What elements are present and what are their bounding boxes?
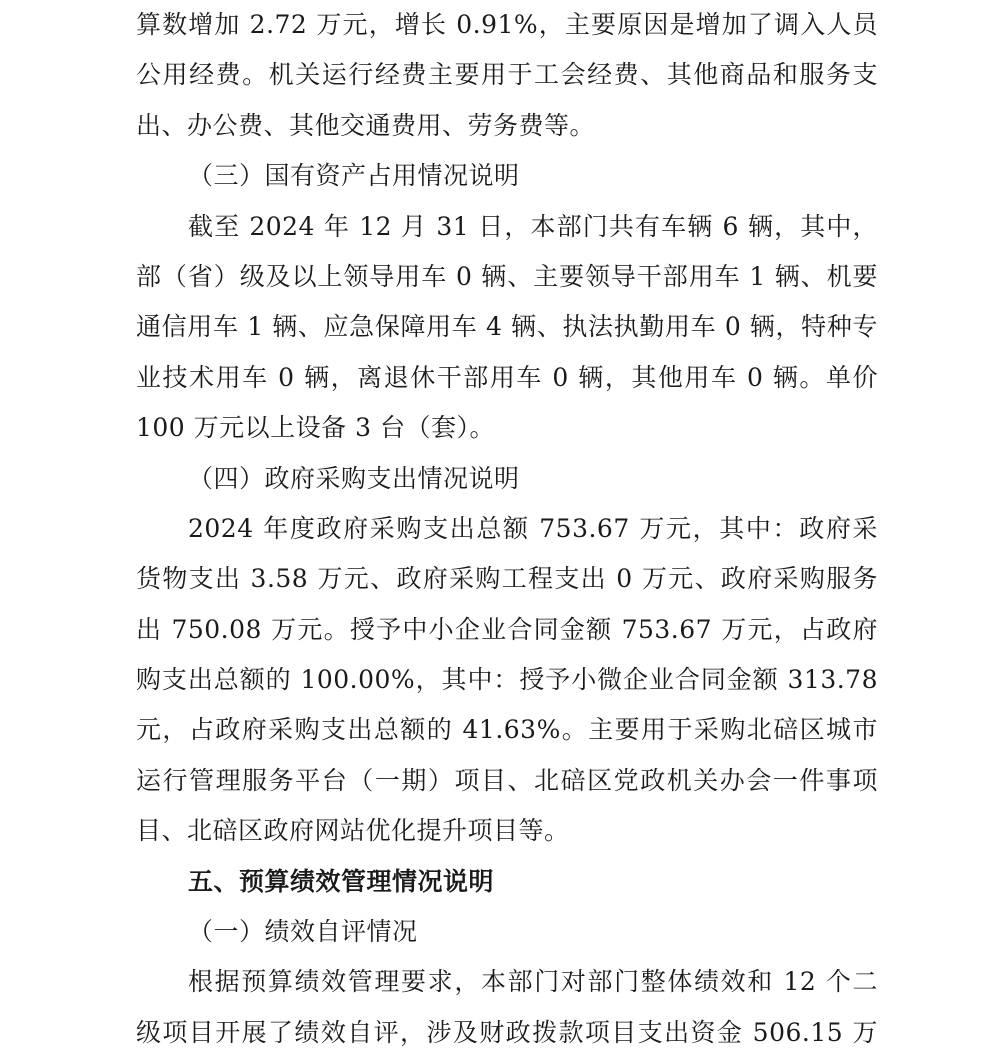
text-line: 通信用车 1 辆、应急保障用车 4 辆、执法执勤用车 0 辆，特种专 [136,312,878,342]
text-line: 级项目开展了绩效自评，涉及财政拨款项目支出资金 506.15 万 [136,1017,878,1047]
subheading-government-procurement [136,454,878,504]
subheading-self-evaluation [136,907,878,957]
text-line: 目、北碚区政府网站优化提升项目等。 [136,816,570,846]
text-line: 出、办公费、其他交通费用、劳务费等。 [136,110,596,140]
text-line: 公用经费。机关运行经费主要用于工会经费、其他商品和服务支 [136,60,878,90]
section-heading: 五、预算绩效管理情况说明 [188,866,495,896]
text-line: 运行管理服务平台（一期）项目、北碚区党政机关办会一件事项 [136,765,878,795]
paragraph-vehicles [136,202,878,454]
text-line: 出 750.08 万元。授予中小企业合同金额 753.67 万元，占政府 [136,614,878,644]
section-subheading: （一）绩效自评情况 [188,917,418,947]
text-line: 算数增加 2.72 万元，增长 0.91%，主要原因是增加了调入人员 [136,10,878,39]
text-line: 元，占政府采购支出总额的 41.63%。主要用于采购北碚区城市 [136,715,878,745]
section-subheading: （四）政府采购支出情况说明 [188,463,520,493]
text-line: 部（省）级及以上领导用车 0 辆、主要领导干部用车 1 辆、机要 [136,261,878,291]
paragraph-operating-expenses [136,0,878,151]
text-line: 业技术用车 0 辆，离退休干部用车 0 辆，其他用车 0 辆。单价 [136,362,878,392]
text-line: 购支出总额的 100.00%，其中：授予小微企业合同金额 313.78 [136,665,878,695]
heading-performance-management [136,857,878,907]
text-line: 根据预算绩效管理要求，本部门对部门整体绩效和 12 个二 [188,967,878,997]
text-line: 100 万元以上设备 3 台（套）。 [136,413,495,443]
paragraph-self-evaluation [136,957,878,1058]
section-subheading: （三）国有资产占用情况说明 [188,161,520,191]
document-page [136,0,878,1058]
text-line: 货物支出 3.58 万元、政府采购工程支出 0 万元、政府采购服务 [136,564,878,594]
text-line: 2024 年度政府采购支出总额 753.67 万元，其中：政府采 [188,513,878,543]
subheading-state-assets [136,151,878,201]
text-line: 截至 2024 年 12 月 31 日，本部门共有车辆 6 辆，其中， [188,211,878,241]
paragraph-procurement [136,504,878,857]
